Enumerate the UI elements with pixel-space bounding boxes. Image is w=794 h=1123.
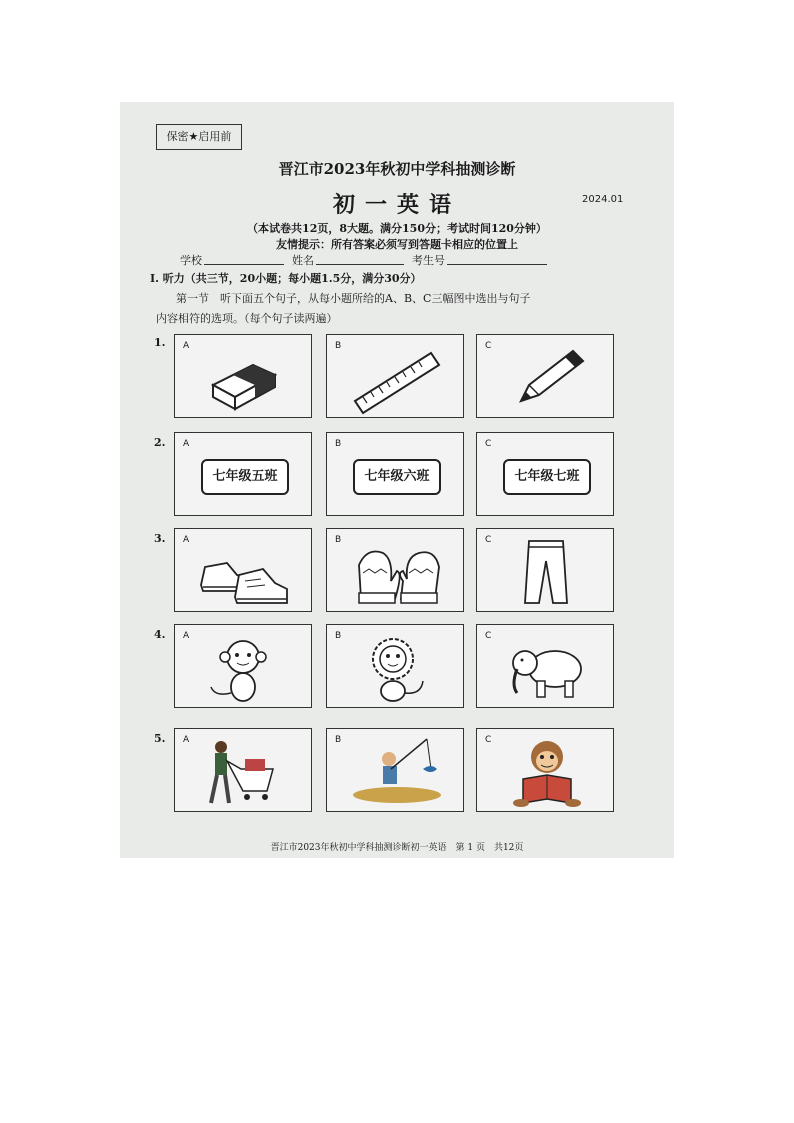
elephant-icon: [477, 625, 615, 709]
option-box: [326, 334, 464, 418]
reading-monkey-icon: [477, 729, 615, 813]
option-box: [174, 334, 312, 418]
lion-icon: [327, 625, 465, 709]
exam-page: [120, 102, 674, 858]
option-letter: A: [183, 535, 190, 545]
name-blank: [316, 252, 404, 265]
mittens-icon: [327, 529, 465, 613]
shopping-cart-icon: [175, 729, 313, 813]
question-number: 4.: [154, 628, 166, 641]
class-sign: 七年级五班: [201, 459, 289, 495]
instructions-line-1: 第一节 听下面五个句子，从每小题所给的A、B、C三幅图中选出与句子: [176, 292, 531, 305]
option-box: [174, 528, 312, 612]
option-letter: B: [335, 341, 342, 351]
class-sign: 七年级七班: [503, 459, 591, 495]
option-letter: B: [335, 439, 342, 449]
option-letter: C: [485, 439, 492, 449]
exam-date: 2024.01: [582, 194, 624, 205]
option-box: [326, 432, 464, 516]
option-box: [476, 432, 614, 516]
exam-no-blank: [447, 252, 547, 265]
question-number: 2.: [154, 436, 166, 449]
ruler-icon: [327, 335, 465, 419]
sneakers-icon: [175, 529, 313, 613]
exam-title: 晋江市2023年秋初中学科抽测诊断: [278, 160, 516, 178]
option-box: [326, 528, 464, 612]
confidential-stamp: 保密★启用前: [156, 124, 242, 150]
student-fields: [180, 252, 555, 268]
question-number: 1.: [154, 336, 166, 349]
option-letter: A: [183, 439, 190, 449]
question-number: 5.: [154, 732, 166, 745]
option-letter: A: [183, 341, 190, 351]
option-box: [476, 728, 614, 812]
option-box: [326, 624, 464, 708]
section-title: Ⅰ. 听力（共三节，20小题；每小题1.5分，满分30分）: [150, 272, 422, 285]
option-letter: B: [335, 535, 342, 545]
instructions-line-2: 内容相符的选项。（每个句子读两遍）: [156, 312, 338, 325]
option-letter: C: [485, 631, 492, 641]
pencil-icon: [477, 335, 615, 419]
option-letter: A: [183, 631, 190, 641]
monkey-icon: [175, 625, 313, 709]
option-box: [174, 432, 312, 516]
subject-title: 初一英语: [332, 192, 461, 218]
exam-no-label: 考生号: [412, 254, 445, 267]
option-box: [326, 728, 464, 812]
option-letter: B: [335, 735, 342, 745]
option-letter: C: [485, 535, 492, 545]
friendly-tip: 友情提示：所有答案必须写到答题卡相应的位置上: [276, 238, 518, 251]
option-box: [174, 728, 312, 812]
option-box: [174, 624, 312, 708]
page-footer: 晋江市2023年秋初中学科抽测诊断初一英语 第 1 页 共12页: [270, 843, 524, 853]
option-box: [476, 528, 614, 612]
option-letter: C: [485, 341, 492, 351]
option-letter: A: [183, 735, 190, 745]
fishing-icon: [327, 729, 465, 813]
question-number: 3.: [154, 532, 166, 545]
pants-icon: [477, 529, 615, 613]
exam-info: （本试卷共12页，8大题。满分150分；考试时间120分钟）: [247, 222, 547, 235]
class-sign: 七年级六班: [353, 459, 441, 495]
option-box: [476, 334, 614, 418]
school-label: 学校: [180, 254, 202, 267]
eraser-icon: [175, 335, 313, 419]
school-blank: [204, 252, 284, 265]
option-letter: B: [335, 631, 342, 641]
option-letter: C: [485, 735, 492, 745]
option-box: [476, 624, 614, 708]
name-label: 姓名: [292, 254, 314, 267]
